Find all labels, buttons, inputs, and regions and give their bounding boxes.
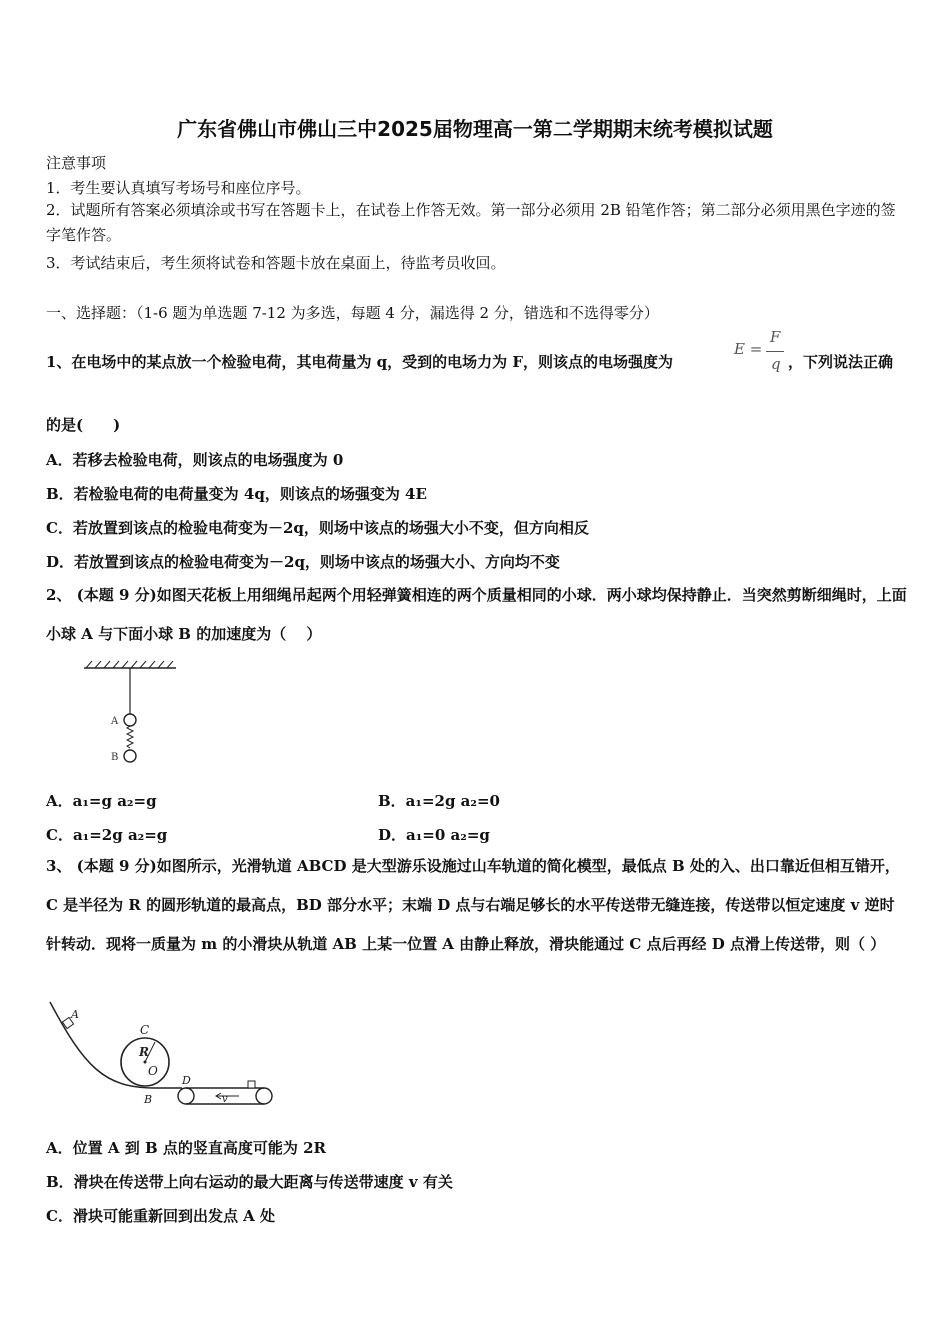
q1-option-c: C．若放置到该点的检验电荷变为－2q，则场中该点的场强大小不变，但方向相反 bbox=[46, 519, 589, 537]
q3-label-c: C bbox=[140, 1023, 150, 1037]
q3-label-v: v bbox=[222, 1094, 228, 1105]
q2-spring-figure bbox=[80, 658, 180, 770]
q3-option-c: C．滑块可能重新回到出发点 A 处 bbox=[46, 1207, 276, 1225]
notice-item-3: 3．考试结束后，考生须将试卷和答题卡放在桌面上，待监考员收回。 bbox=[46, 254, 506, 272]
q1-stem: 1、在电场中的某点放一个检验电荷，其电荷量为 q，受到的电场力为 F，则该点的电场强度为 bbox=[46, 353, 674, 371]
notice-item-1: 1．考生要认真填写考场号和座位序号。 bbox=[46, 179, 311, 197]
q3-option-b: B．滑块在传送带上向右运动的最大距离与传送带速度 v 有关 bbox=[46, 1173, 453, 1191]
q2-option-b: B．a₁=2g a₂=0 bbox=[378, 792, 500, 810]
q3-label-r: R bbox=[139, 1045, 149, 1059]
q1-stem-end: 的是( ) bbox=[46, 416, 121, 434]
q3-stem: 3、 (本题 9 分)如图所示，光滑轨道 ABCD 是大型游乐设施过山车轨道的简化模型，最低点 B 处的入、出口靠近但相互错开，C 是半径为 R 的圆形轨道的最高点，BD 部分水平；末端 D 点与右端足够长的水平传送带无缝连接，传送带以恒定速度 v 逆时针转动．现将一质量为 m 的小滑块从轨道 AB 上某一位置 A 由静止释放，滑块能通过 C 点后再经 D 点滑上传送带，则（ ） bbox=[46, 857, 900, 953]
q2-option-d: D．a₁=0 a₂=g bbox=[378, 826, 490, 844]
q1-option-d: D．若放置到该点的检验电荷变为－2q，则场中该点的场强大小、方向均不变 bbox=[46, 553, 560, 571]
q3-label-o: O bbox=[148, 1064, 158, 1078]
q3-label-b: B bbox=[144, 1093, 153, 1106]
q2-label-b: B bbox=[111, 752, 119, 763]
q2-option-a: A．a₁=g a₂=g bbox=[46, 792, 157, 810]
q1-formula-numerator: F bbox=[770, 328, 781, 346]
q3-label-a: A bbox=[71, 1008, 79, 1021]
q1-option-b: B．若检验电荷的电荷量变为 4q，则该点的场强变为 4E bbox=[46, 485, 427, 503]
q2-stem: 2、 (本题 9 分)如图天花板上用细绳吊起两个用轻弹簧相连的两个质量相同的小球．两小球均保持静止．当突然剪断细绳时，上面小球 A 与下面小球 B 的加速度为（ ） bbox=[46, 586, 907, 643]
q1-option-a: A．若移去检验电荷，则该点的电场强度为 0 bbox=[46, 451, 344, 469]
q2-label-a: A bbox=[111, 716, 119, 727]
section-heading: 一、选择题：（1-6 题为单选题 7-12 为多选，每题 4 分，漏选得 2 分，错选和不选得零分） bbox=[46, 304, 659, 322]
exam-title: 广东省佛山市佛山三中2025届物理高一第二学期期末统考模拟试题 bbox=[177, 117, 773, 141]
q3-option-a: A．位置 A 到 B 点的竖直高度可能为 2R bbox=[46, 1139, 326, 1157]
q1-formula-denominator: q bbox=[771, 355, 781, 373]
q1-formula-e: E = bbox=[734, 340, 763, 358]
q3-label-d: D bbox=[182, 1074, 191, 1087]
q1-stem-continued: ，下列说法正确 bbox=[788, 353, 894, 371]
notice-heading: 注意事项 bbox=[46, 154, 107, 172]
q3-track-figure bbox=[44, 996, 280, 1108]
q1-fraction-bar bbox=[766, 351, 784, 352]
q2-option-c: C．a₁=2g a₂=g bbox=[46, 826, 168, 844]
notice-item-2: 2．试题所有答案必须填涂或书写在答题卡上，在试卷上作答无效。第一部分必须用 2B 铅笔作答；第二部分必须用黑色字迹的签字笔作答。 bbox=[46, 201, 896, 244]
